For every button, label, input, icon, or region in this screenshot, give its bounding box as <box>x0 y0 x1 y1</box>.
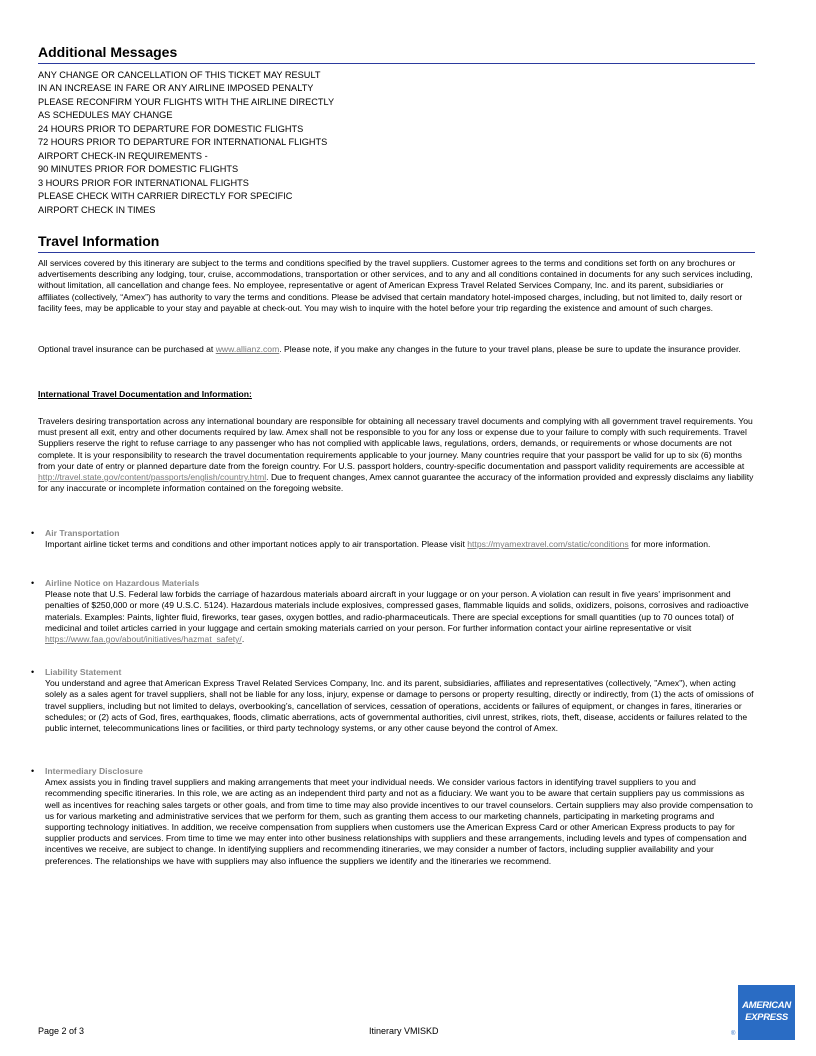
message-line: AIRPORT CHECK IN TIMES <box>38 204 156 215</box>
registered-mark: ® <box>731 1031 736 1037</box>
message-line: AS SCHEDULES MAY CHANGE <box>38 110 173 121</box>
message-line: 72 HOURS PRIOR TO DEPARTURE FOR INTERNATIONAL FLIGHTS <box>38 137 328 148</box>
air-transportation-title: Air Transportation <box>45 528 120 538</box>
air-transportation-body <box>45 539 755 550</box>
intermediary-disclosure-title: Intermediary Disclosure <box>45 766 143 776</box>
logo-text-american: AMERICAN <box>742 1000 791 1011</box>
hazardous-materials-body <box>45 589 755 645</box>
message-line: ANY CHANGE OR CANCELLATION OF THIS TICKET MAY RESULT <box>38 70 321 80</box>
page-number: Page 2 of 3 <box>38 1026 85 1036</box>
amex-conditions-link[interactable]: https://myamextravel.com/static/conditions <box>467 539 629 550</box>
hazmat-text: Please note that U.S. Federal law forbids the carriage of hazardous materials aboard aircraft in your luggage or on your person. A violation can result in five years' imprisonment and penalties of $250,000 or more (49 U.S.C. 5124). Hazardous materials include explosives, compressed gases, flammable liquids and solids, oxidizers, poisons, corrosives and radioactive materials. Examples: Paints, lighter fluid, fireworks, tear gases, oxygen bottles, and radio-pharmaceuticals. There are special exceptions for small quantities (up to 70 ounces total) of medicinal and toilet articles carried in your luggage and certain smoking materials carried on your person. For further information contact your airline representative or visit <box>45 589 749 633</box>
additional-messages-list <box>38 69 334 217</box>
terms-paragraph: All services covered by this itinerary are subject to the terms and conditions specified by the travel suppliers. Customer agrees to the terms and conditions set forth on any brochures or advertisements describing any lodging, tour, cruise, accommodations, transportation or other services, and to any and all conditions contained in documents for any such services including, without limitation, all cancellation and change fees. No employee, representative or agent of American Express Travel Related Services Company, Inc. and its parent, subsidiaries or affiliates (collectively, “Amex”) has authority to vary the terms and conditions. Please be advised that certain mandatory hotel-imposed charges, including, but not limited to, daily resort or facility fees, may be applicable to your stay and payable at check-out. You may wish to inquire with the hotel before your trip regarding the existence and amount of such charges. <box>38 258 753 313</box>
bullet: • <box>31 766 35 776</box>
american-express-logo <box>738 985 795 1040</box>
logo-text-express: EXPRESS <box>745 1012 788 1023</box>
insurance-paragraph <box>38 344 754 355</box>
liability-statement-item <box>31 667 755 734</box>
bullet: • <box>31 578 35 588</box>
message-line: AIRPORT CHECK-IN REQUIREMENTS - <box>38 150 208 161</box>
insurance-text: Optional travel insurance can be purchased at <box>38 344 216 354</box>
itinerary-id: Itinerary VMISKD <box>369 1026 439 1036</box>
message-line: 3 HOURS PRIOR FOR INTERNATIONAL FLIGHTS <box>38 177 249 188</box>
hazmat-text-end: . <box>241 634 245 645</box>
message-line: 24 HOURS PRIOR TO DEPARTURE FOR DOMESTIC FLIGHTS <box>38 123 304 134</box>
intermediary-disclosure-body: Amex assists you in finding travel suppliers and making arrangements that meet your individual needs. We consider various factors in identifying travel suppliers to you and recommending specific itineraries. In this role, we are acting as an independent third party and not as a fiduciary. We want you to be aware that certain suppliers pay us commissions as well as incentives for reaching sales targets or other goals, and from time to time may also provide incentives to our travel counselors. Certain suppliers may also provide compensation to us for various marketing and administrative services that we perform for them, such as granting them access to our marketing channels, participating in marketing programs and supporting technology initiatives. In addition, we receive compensation from suppliers when customers use the American Express Card or other American Express products to pay for supplier products and services. From time to time we may enter into other business relationships with suppliers and these arrangements, including levels and types of compensation and incentives we receive, are subject to change. In identifying suppliers and recommending itineraries, we may consider a number of factors, including supplier availability and your preferences. The relationships we have with suppliers may also influence the suppliers we identify and the itineraries we recommend. <box>45 777 753 866</box>
bullet: • <box>31 667 35 677</box>
message-line: PLEASE CHECK WITH CARRIER DIRECTLY FOR SPECIFIC <box>38 191 293 202</box>
message-line: 90 MINUTES PRIOR FOR DOMESTIC FLIGHTS <box>38 164 239 175</box>
liability-statement-body: You understand and agree that American Express Travel Related Services Company, Inc. and its parent, subsidiaries, affiliates and representatives (collectively, "Amex"), when acting solely as a sales agent for travel suppliers, shall not be liable for any loss, injury, expense or damage to persons or property resulting, directly or indirectly, from (1) the acts of omissions of travel suppliers, including but not limited to delays, overbooking’s, cancellation of services, cessation of operations, accidents or failures of equipment, or changes in fares, itineraries or schedules; or (2) acts of God, fires, earthquakes, floods, climatic aberrations, acts of governmental authorities, civil unrest, strikes, riots, theft, disease, accidents or failures related to the public internet, telecommunications lines or facilities, or third party technology systems, or any other cause beyond the control of Amex. <box>45 678 754 734</box>
liability-statement-title: Liability Statement <box>45 667 122 677</box>
intl-text-end: . Due to frequent changes, Amex cannot guarantee the accuracy of the information provided and expressly disclaims any liability for any inaccurate or incomplete information contained on the foregoing website. <box>38 472 754 494</box>
allianz-link[interactable]: www.allianz.com <box>215 344 280 354</box>
air-transportation-item <box>31 528 755 550</box>
hazardous-materials-item <box>31 578 755 645</box>
faa-hazmat-link[interactable]: https://www.faa.gov/about/initiatives/hazmat_safety/ <box>45 634 242 645</box>
air-text-end: for more information. <box>628 539 711 550</box>
bullet: • <box>31 528 35 538</box>
travel-information-heading: Travel Information <box>38 233 755 253</box>
travel-state-gov-link[interactable]: http://travel.state.gov/content/passports/english/country.html <box>38 472 267 483</box>
intl-travel-paragraph <box>38 416 754 494</box>
hazardous-materials-title: Airline Notice on Hazardous Materials <box>45 578 200 588</box>
air-text: Important airline ticket terms and conditions and other important notices apply to air transportation. Please visit <box>45 539 468 550</box>
intl-travel-heading: International Travel Documentation and Information: <box>38 389 252 399</box>
intl-text: Travelers desiring transportation across any international boundary are responsible for obtaining all necessary travel documents and complying with all government travel requirements. You must present all exit, entry and other documents required by law. Amex shall not be responsible to you for any loss or expense due to your failure to comply with such requirements. Travel Suppliers reserve the right to refuse carriage to any passenger who has not complied with applicable laws, regulations, orders, demands, or requirements or whose documents are not complete. It is your responsibility to research the travel documentation requirements applicable to your journey. Many countries require that your passport be valid for up to six (6) months from your date of entry or planned departure date from the foreign country. For U.S. passport holders, country-specific documentation and passport validity requirements are accessible at <box>38 416 753 471</box>
intermediary-disclosure-item <box>31 766 755 867</box>
additional-messages-heading: Additional Messages <box>38 44 755 64</box>
message-line: PLEASE RECONFIRM YOUR FLIGHTS WITH THE AIRLINE DIRECTLY <box>38 96 335 107</box>
insurance-text-end: . Please note, if you make any changes in the future to your travel plans, please be sure to update the insurance provider. <box>279 344 741 354</box>
message-line: IN AN INCREASE IN FARE OR ANY AIRLINE IMPOSED PENALTY <box>38 83 314 94</box>
